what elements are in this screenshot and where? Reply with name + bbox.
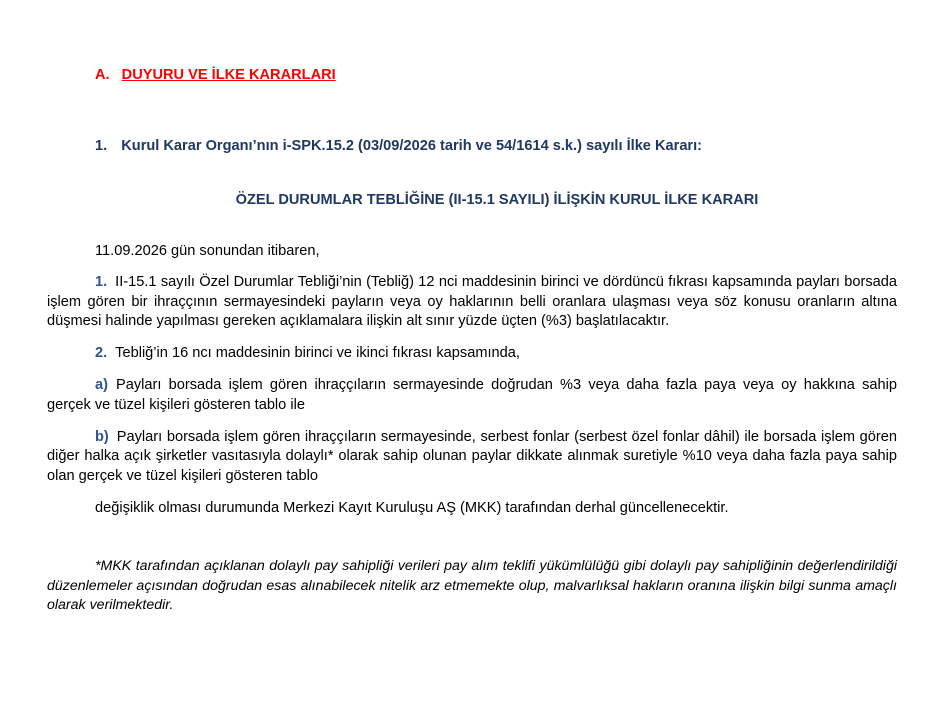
subitem-marker: a) — [95, 376, 108, 393]
section-letter: A. — [95, 67, 110, 83]
item-marker: 1. — [95, 273, 108, 290]
document-body — [47, 242, 897, 616]
sub-item — [47, 376, 897, 416]
list-item — [47, 273, 897, 332]
item-marker: 2. — [95, 345, 108, 362]
subitem-marker: b) — [95, 428, 109, 445]
principle-title: ÖZEL DURUMLAR TEBLİĞİNE (II-15.1 SAYILI) İLİŞKİN KURUL İLKE KARARI — [235, 192, 759, 208]
subitem-text: Payları borsada işlem gören ihraççıların sermayesinde doğrudan %3 veya daha fazla paya veya oy hakkına sahip gerçek ve tüzel kişileri gösteren tablo ile — [47, 376, 897, 413]
decision-title: Kurul Karar Organı’nın i-SPK.15.2 (03/09/2026 tarih ve 54/1614 s.k.) sayılı İlke Kararı: — [121, 138, 703, 154]
sub-item — [47, 428, 897, 487]
section-title: DUYURU VE İLKE KARARLARI — [121, 67, 336, 83]
item-text: Tebliğ’in 16 ncı maddesinin birinci ve ikinci fıkrası kapsamında, — [115, 345, 520, 362]
intro-paragraph: 11.09.2026 gün sonundan itibaren, — [95, 243, 320, 259]
closing-paragraph: değişiklik olması durumunda Merkezi Kayıt Kuruluşu AŞ (MKK) tarafından derhal güncellenecektir. — [95, 499, 729, 516]
item-text: II-15.1 sayılı Özel Durumlar Tebliği’nin (Tebliğ) 12 nci maddesinin birinci ve dördüncü fıkrası kapsamında payları borsada işlem gören bir ihraççının sermayesindeki payların veya oy haklarının belli oranlara ulaşması veya söz konusu oranların altına düşmesi halinde yapılması gereken açıklamalara ilişkin alt sınır yüzde üçten (%3) başlatılacaktır. — [47, 273, 897, 330]
decision-heading — [95, 137, 702, 155]
decision-number: 1. — [95, 138, 108, 154]
section-heading — [95, 66, 336, 84]
list-item — [47, 344, 897, 364]
footnote: *MKK tarafından açıklanan dolaylı pay sahipliği verileri pay alım teklifi yükümlülüğü gibi dolaylı pay sahipliğinin değerlendirildiği düzenlemeler açısından doğrudan esas alınabilecek nitelik arz etmemekte olup, malvarlıksal hakların oranına ilişkin bilgi sunma amaçlı olarak verilmektedir. — [47, 557, 897, 614]
subitem-text: Payları borsada işlem gören ihraççıların sermayesinde, serbest fonlar (serbest özel fonlar dâhil) ile borsada işlem gören diğer halka açık şirketler vasıtasıyla dolaylı* olarak sahip olunan paylar dikkate alınmak suretiyle %10 veya daha fazla paya sahip olan gerçek ve tüzel kişileri gösteren tablo — [47, 428, 897, 485]
